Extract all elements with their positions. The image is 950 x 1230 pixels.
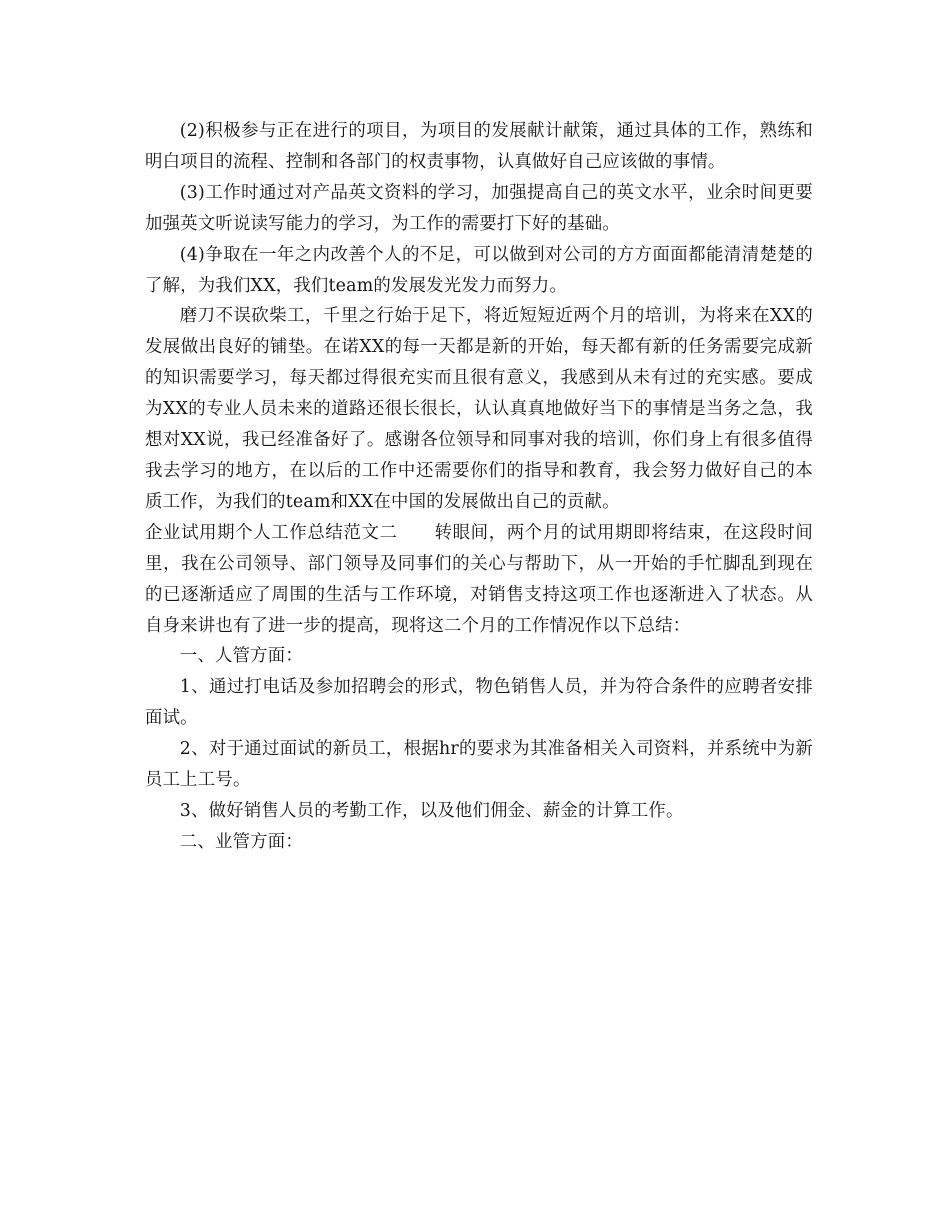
section-two-intro	[145, 518, 813, 642]
heading-personnel-management: 一、人管方面：	[179, 646, 303, 667]
paragraph-item-3: (3)工作时通过对产品英文资料的学习，加强提高自己的英文水平，业余时间更要加强英文听说读写能力的学习，为工作的需要打下好的基础。	[145, 182, 813, 234]
paragraph-conclusion: 磨刀不误砍柴工，千里之行始于足下，将近短短近两个月的培训，为将来在XX的发展做出良好的铺垫。在诺XX的每一天都是新的开始，每天都有新的任务需要完成新的知识需要学习，每天都过得很充实而且很有意义，我感到从未有过的充实感。要成为XX的专业人员未来的道路还很长很长，认认真真地做好当下的事情是当务之急，我想对XX说，我已经准备好了。感谢各位领导和同事对我的培训，你们身上有很多值得我去学习的地方，在以后的工作中还需要你们的指导和教育，我会努力做好自己的本质工作，为我们的team和XX在中国的发展做出自己的贡献。	[145, 306, 813, 512]
paragraph-item-2: (2)积极参与正在进行的项目，为项目的发展献计献策，通过具体的工作，熟练和明白项目的流程、控制和各部门的权责事物，认真做好自己应该做的事情。	[145, 121, 813, 172]
paragraph-item-4: (4)争取在一年之内改善个人的不足，可以做到对公司的方方面面都能清清楚楚的了解，为我们XX，我们team的发展发光发力而努力。	[145, 244, 813, 296]
heading-business-management: 二、业管方面：	[179, 831, 303, 852]
list-item-attendance: 3、做好销售人员的考勤工作，以及他们佣金、薪金的计算工作。	[179, 800, 684, 821]
section-title: 企业试用期个人工作总结范文二	[145, 522, 398, 543]
list-item-onboarding: 2、对于通过面试的新员工，根据hr的要求为其准备相关入司资料，并系统中为新员工上工号。	[145, 739, 813, 791]
section-intro-text: 转眼间，两个月的试用期即将结束，在这段时间里，我在公司领导、部门领导及同事们的关心与帮助下，从一开始的手忙脚乱到现在的已逐渐适应了周围的生活与工作环境，对销售支持这项工作也逐渐进入了状态。从自身来讲也有了进一步的提高，现将这二个月的工作情况作以下总结：	[145, 522, 813, 636]
document-page	[145, 116, 813, 858]
list-item-recruiting: 1、通过打电话及参加招聘会的形式，物色销售人员，并为符合条件的应聘者安排面试。	[145, 677, 813, 729]
